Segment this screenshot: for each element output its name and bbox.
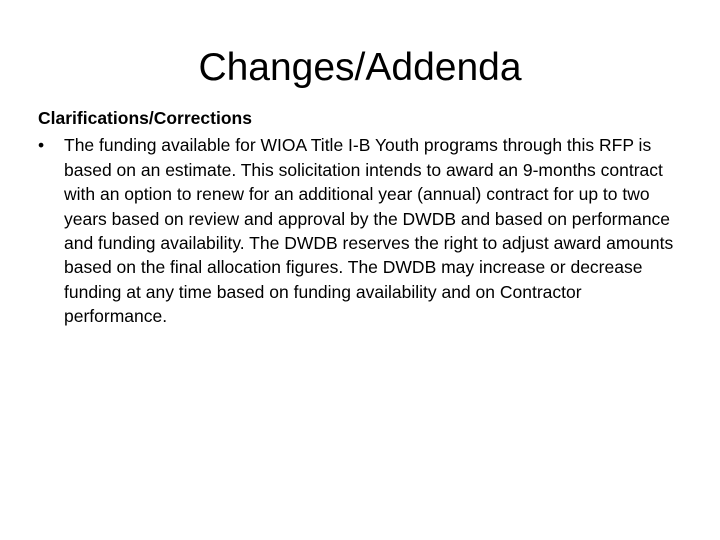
slide-body [38, 106, 688, 329]
bullet-text: The funding available for WIOA Title I-B Youth programs through this RFP is based on an estimate. This solicitation intends to award an 9-months contract with an option to renew for an additional year (annual) contract for up to two years based on review and approval by the DWDB and based on performance and funding availability. The DWDB reserves the right to adjust award amounts based on the final allocation figures. The DWDB may increase or decrease funding at any time based on funding availability and on Contractor performance. [64, 135, 674, 327]
slide-title: Changes/Addenda [198, 46, 522, 89]
bullet-icon: • [38, 135, 45, 156]
bullet-list [38, 133, 688, 328]
section-heading: Clarifications/Corrections [38, 108, 252, 128]
bullet-item [38, 133, 688, 328]
